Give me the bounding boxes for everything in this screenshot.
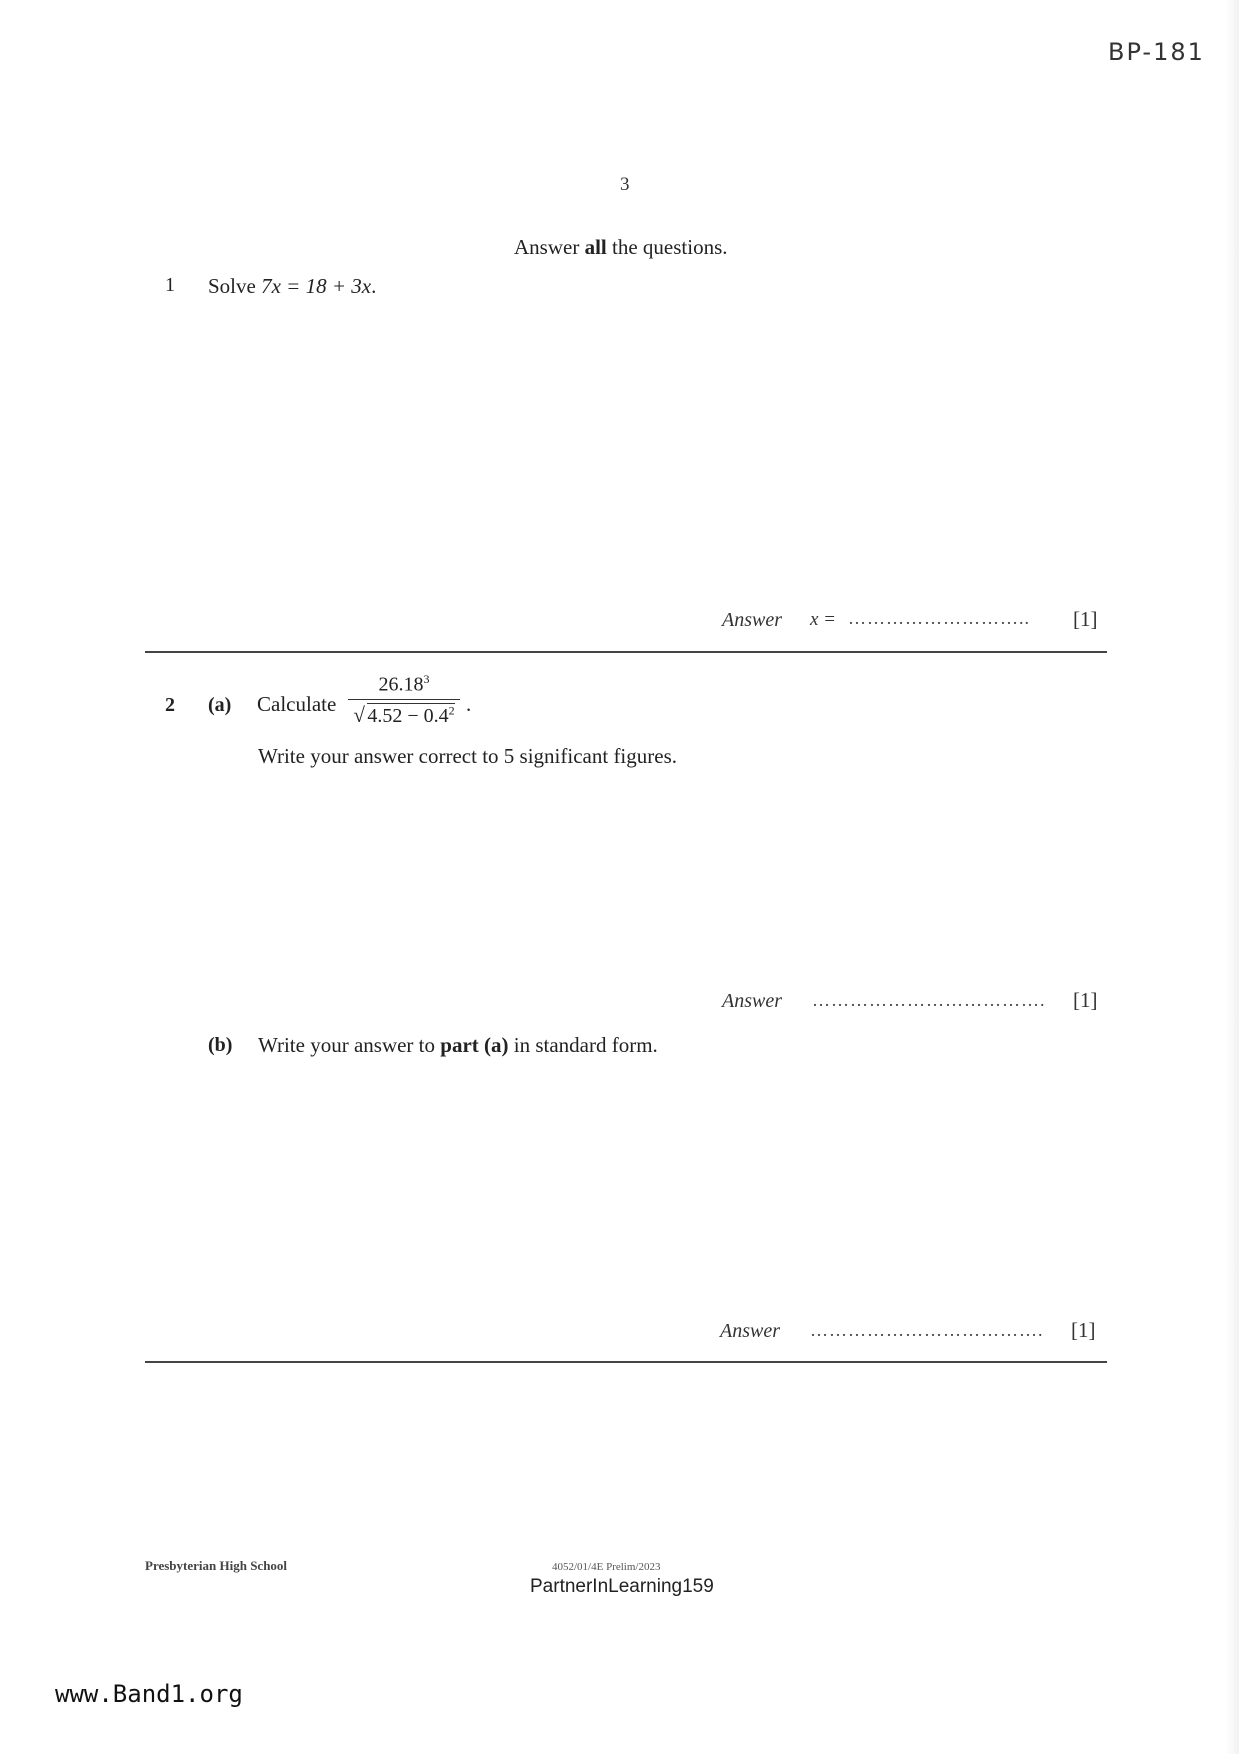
instruction-text-post: the questions. bbox=[606, 235, 728, 259]
question-2b-text-post: in standard form. bbox=[508, 1033, 658, 1057]
question-2b-answer-line[interactable]: ………………………………. bbox=[810, 1320, 1044, 1340]
question-2a-answer-line[interactable]: ………………………………. bbox=[812, 990, 1046, 1010]
page-number: 3 bbox=[620, 174, 630, 195]
document-code-tag: BP-181 bbox=[1108, 38, 1205, 66]
question-2b-text-pre: Write your answer to bbox=[258, 1033, 441, 1057]
question-1-text-pre: Solve bbox=[208, 274, 262, 298]
question-2b-text bbox=[258, 1033, 658, 1058]
question-2b-marks: [1] bbox=[1071, 1318, 1096, 1342]
question-2a-trailing-period: . bbox=[466, 692, 472, 716]
denominator-exponent: 2 bbox=[448, 703, 455, 718]
question-1-answer-line[interactable]: ……………………….. bbox=[848, 608, 1030, 628]
question-1-text bbox=[208, 274, 376, 299]
question-1-answer-label: Answer bbox=[722, 609, 782, 631]
question-1-number: 1 bbox=[165, 274, 175, 296]
question-2a-marks: [1] bbox=[1073, 988, 1098, 1012]
website-watermark: www.Band1.org bbox=[55, 1680, 243, 1708]
question-divider bbox=[145, 651, 1107, 653]
general-instruction bbox=[514, 235, 728, 260]
question-2a-text: Calculate bbox=[257, 692, 337, 716]
square-root-icon bbox=[353, 705, 454, 727]
question-2a-answer-label: Answer bbox=[722, 990, 782, 1012]
instruction-text-bold: all bbox=[584, 235, 607, 259]
footer-partner-watermark: PartnerInLearning159 bbox=[530, 1576, 714, 1597]
question-1-answer-prefix: x = bbox=[810, 609, 837, 630]
numerator-exponent: 3 bbox=[423, 672, 430, 686]
fraction-numerator bbox=[371, 672, 438, 699]
question-2a-label: (a) bbox=[208, 694, 232, 716]
numerator-base: 26.18 bbox=[378, 673, 424, 696]
fraction-denominator bbox=[353, 700, 454, 728]
section-end-divider bbox=[145, 1361, 1107, 1363]
question-2b-answer-label: Answer bbox=[720, 1320, 780, 1342]
question-1-equation: 7x = 18 + 3x bbox=[261, 274, 372, 298]
page-edge-shadow bbox=[1225, 0, 1239, 1754]
radicand bbox=[367, 703, 454, 727]
question-2-number: 2 bbox=[165, 694, 175, 716]
footer-school-name: Presbyterian High School bbox=[145, 1558, 288, 1573]
question-2b-label: (b) bbox=[208, 1034, 233, 1056]
denominator-base: 4.52 − 0.4 bbox=[367, 704, 449, 727]
instruction-text-pre: Answer bbox=[514, 235, 585, 259]
footer-exam-code: 4052/01/4E Prelim/2023 bbox=[552, 1561, 661, 1573]
question-2a-instruction: Write your answer correct to 5 significant figures. bbox=[258, 744, 678, 768]
question-2b-text-bold: part (a) bbox=[440, 1033, 509, 1057]
question-1-text-post: . bbox=[371, 274, 377, 298]
question-2a-fraction bbox=[348, 672, 460, 728]
question-1-marks: [1] bbox=[1073, 607, 1098, 631]
